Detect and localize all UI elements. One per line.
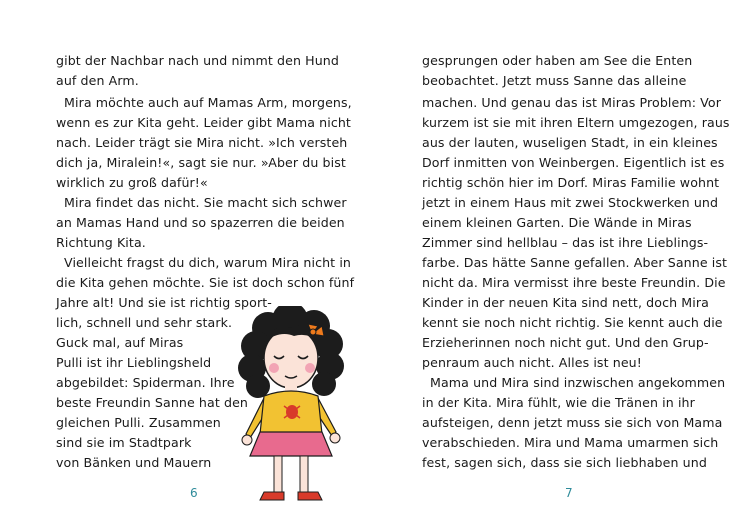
text-line: nach. Leider trägt sie Mira nicht. »Ich versteh — [56, 135, 348, 150]
text-line: gesprungen oder haben am See die Enten — [422, 53, 693, 68]
right-shoe — [298, 492, 322, 500]
text-line: von Bänken und Mauern — [56, 455, 212, 470]
text-line: Jahre alt! Und sie ist richtig sport- — [56, 295, 272, 310]
text-line: lich, schnell und sehr stark. — [56, 315, 233, 330]
text-line: Mama und Mira sind inzwischen angekommen — [430, 375, 726, 390]
text-line: sind sie im Stadtpark — [56, 435, 192, 450]
text-line: Richtung Kita. — [56, 235, 146, 250]
page-number: 6 — [190, 486, 198, 500]
text-line: kurzem ist sie mit ihren Eltern umgezogen, raus — [422, 115, 730, 130]
text-line: Vielleicht fragst du dich, warum Mira nicht in — [64, 255, 352, 270]
text-line: aus der lauten, wuseligen Stadt, in ein kleines — [422, 135, 718, 150]
right-page — [375, 0, 750, 529]
text-line: jetzt in einem Haus mit zwei Stockwerken und — [422, 195, 719, 210]
text-line: richtig schön hier im Dorf. Miras Familie wohnt — [422, 175, 720, 190]
text-line: dich ja, Miralein!«, sagt sie nur. »Aber du bist — [56, 155, 346, 170]
text-line: abgebildet: Spiderman. Ihre — [56, 375, 235, 390]
text-line: an Mamas Hand und so spazerren die beiden — [56, 215, 345, 230]
text-line: Pulli ist ihr Lieblingsheld — [56, 355, 212, 370]
page-number: 7 — [565, 486, 573, 500]
text-line: verabschieden. Mira und Mama umarmen sich — [422, 435, 719, 450]
text-line: fest, sagen sich, dass sie sich liebhaben und — [422, 455, 707, 470]
text-line: nicht da. Mira vermisst ihre beste Freundin. Die — [422, 275, 726, 290]
text-line: gleichen Pulli. Zusammen — [56, 415, 221, 430]
text-line: Mira möchte auch auf Mamas Arm, morgens, — [64, 95, 352, 110]
text-line: Erzieherinnen noch nicht gut. Und den Grup- — [422, 335, 709, 350]
text-line: in der Kita. Mira fühlt, wie die Tränen in ihr — [422, 395, 695, 410]
mira-illustration — [228, 306, 358, 506]
text-line: gibt der Nachbar nach und nimmt den Hund — [56, 53, 339, 68]
skirt — [250, 432, 332, 456]
text-line: einem kleinen Garten. Die Wände in Miras — [422, 215, 692, 230]
text-line: Kinder in der neuen Kita sind nett, doch Mira — [422, 295, 709, 310]
text-line: penraum auch nicht. Alles ist neu! — [422, 355, 642, 370]
left-shoe — [260, 492, 284, 500]
text-line: beste Freundin Sanne hat den — [56, 395, 249, 410]
text-line: Mira findet das nicht. Sie macht sich schwer — [64, 195, 347, 210]
text-line: auf den Arm. — [56, 73, 139, 88]
spider-emblem-icon — [284, 405, 300, 419]
text-line: aufsteigen, denn jetzt muss sie sich von Mama — [422, 415, 723, 430]
text-line: Guck mal, auf Miras — [56, 335, 184, 350]
text-line: wirklich zu groß dafür!« — [56, 175, 208, 190]
text-line: wenn es zur Kita geht. Leider gibt Mama nicht — [56, 115, 351, 130]
text-line: Dorf inmitten von Weinbergen. Eigentlich ist es — [422, 155, 725, 170]
text-line: machen. Und genau das ist Miras Problem: Vor — [422, 95, 722, 110]
text-line: farbe. Das hätte Sanne gefallen. Aber Sanne ist — [422, 255, 728, 270]
text-line: kennt sie noch nicht richtig. Sie kennt auch die — [422, 315, 723, 330]
text-line: die Kita gehen möchte. Sie ist doch schon fünf — [56, 275, 355, 290]
text-line: Zimmer sind hellblau – das ist ihre Lieblings- — [422, 235, 709, 250]
text-line: beobachtet. Jetzt muss Sanne das alleine — [422, 73, 687, 88]
